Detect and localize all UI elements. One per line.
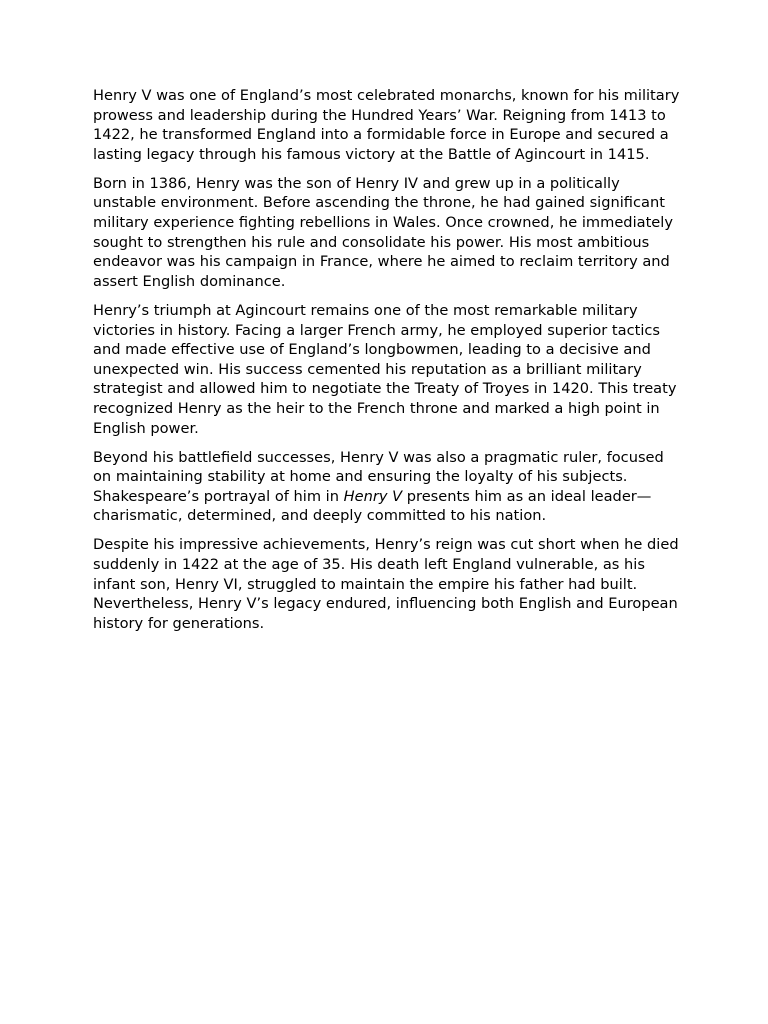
- paragraph-early-life: Born in 1386, Henry was the son of Henry IV and grew up in a politically unstable environment. Before ascending the throne, he had gained significant military experience fighting rebellions in Wales. Once crowned, he immediately sought to strengthen his rule and consolidate his power. His most ambitious endeavor was his campaign in France, where he aimed to reclaim territory and assert English dominance.: [93, 174, 673, 290]
- document-body: [93, 86, 683, 643]
- paragraph-ruler-text-before: Beyond his battlefield successes, Henry V was also a pragmatic ruler, focused on maintaining stability at home and ensuring the loyalty of his subjects. Shakespeare’s portrayal of him in: [93, 448, 664, 505]
- paragraph-ruler: [93, 448, 683, 526]
- paragraph-agincourt: Henry’s triumph at Agincourt remains one of the most remarkable military victories in history. Facing a larger French army, he employed superior tactics and made effective use of England’s longbowmen, leading to a decisive and unexpected win. His success cemented his reputation as a brilliant military strategist and allowed him to negotiate the Treaty of Troyes in 1420. This treaty recognized Henry as the heir to the French throne and marked a high point in English power.: [93, 301, 677, 437]
- paragraph-legacy: Despite his impressive achievements, Henry’s reign was cut short when he died suddenly in 1422 at the age of 35. His death left England vulnerable, as his infant son, Henry VI, struggled to maintain the empire his father had built. Nevertheless, Henry V’s legacy endured, influencing both English and European history for generations.: [93, 536, 679, 632]
- paragraph-intro: Henry V was one of England’s most celebrated monarchs, known for his military prowess and leadership during the Hundred Years’ War. Reigning from 1413 to 1422, he transformed England into a formidable force in Europe and secured a lasting legacy through his famous victory at the Battle of Agincourt in 1415.: [93, 87, 680, 163]
- play-title: Henry V: [343, 487, 403, 505]
- paragraph-ruler-text-after: presents him as an ideal leader—charismatic, determined, and deeply committed to his nation.: [93, 487, 652, 525]
